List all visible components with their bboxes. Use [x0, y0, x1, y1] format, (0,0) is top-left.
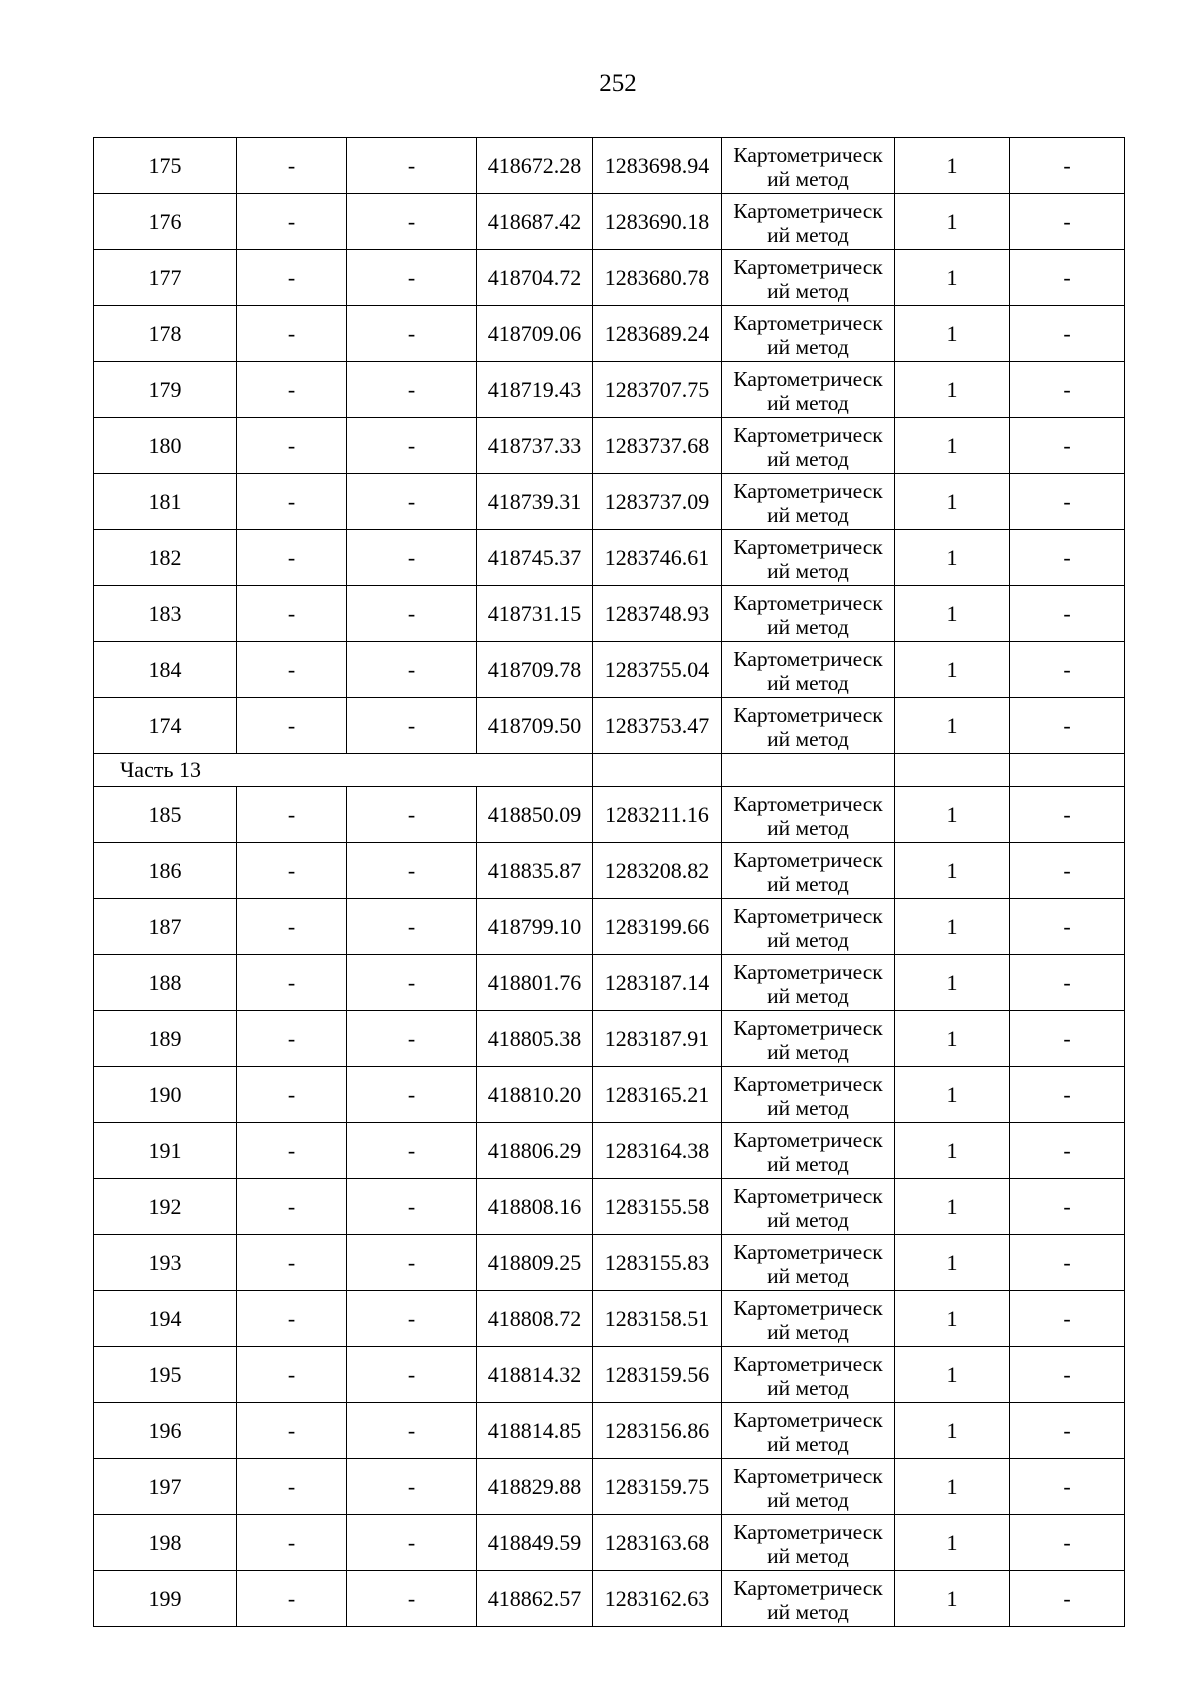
x-coordinate-cell: 418704.72 [477, 250, 593, 306]
point-number-cell: 197 [94, 1459, 237, 1515]
accuracy-cell: 1 [895, 250, 1010, 306]
coordinates-table [93, 137, 1125, 1627]
x-coordinate-cell: 418745.37 [477, 530, 593, 586]
point-number-cell: 181 [94, 474, 237, 530]
point-number-cell: 175 [94, 138, 237, 194]
x-coordinate-cell: 418835.87 [477, 843, 593, 899]
table-row [94, 1347, 1125, 1403]
method-line-2: ий метод [767, 502, 849, 527]
method-line-2: ий метод [767, 222, 849, 247]
accuracy-cell: 1 [895, 1235, 1010, 1291]
point-number-cell: 177 [94, 250, 237, 306]
method-cell [722, 1067, 895, 1123]
table-row [94, 250, 1125, 306]
old-y-cell: - [347, 698, 477, 754]
method-line-1: Картометрическ [733, 198, 883, 223]
accuracy-cell: 1 [895, 1123, 1010, 1179]
old-y-cell: - [347, 362, 477, 418]
old-y-cell: - [347, 1347, 477, 1403]
accuracy-cell: 1 [895, 194, 1010, 250]
method-cell [722, 899, 895, 955]
y-coordinate-cell: 1283698.94 [593, 138, 722, 194]
method-line-2: ий метод [767, 390, 849, 415]
x-coordinate-cell: 418672.28 [477, 138, 593, 194]
method-line-2: ий метод [767, 1543, 849, 1568]
old-x-cell: - [237, 1179, 347, 1235]
old-x-cell: - [237, 138, 347, 194]
method-line-2: ий метод [767, 871, 849, 896]
point-number-cell: 199 [94, 1571, 237, 1627]
point-number-cell: 174 [94, 698, 237, 754]
point-number-cell: 182 [94, 530, 237, 586]
point-number-cell: 176 [94, 194, 237, 250]
old-y-cell: - [347, 1459, 477, 1515]
old-y-cell: - [347, 1515, 477, 1571]
table-row [94, 194, 1125, 250]
method-line-1: Картометрическ [733, 1351, 883, 1376]
y-coordinate-cell: 1283746.61 [593, 530, 722, 586]
page-number: 252 [599, 70, 637, 97]
old-y-cell: - [347, 250, 477, 306]
accuracy-cell: 1 [895, 1515, 1010, 1571]
old-y-cell: - [347, 530, 477, 586]
old-x-cell: - [237, 194, 347, 250]
method-cell [722, 642, 895, 698]
table-row [94, 899, 1125, 955]
old-y-cell: - [347, 843, 477, 899]
method-cell [722, 1235, 895, 1291]
table-row [94, 362, 1125, 418]
note-cell: - [1010, 1235, 1125, 1291]
method-cell [722, 138, 895, 194]
point-number-cell: 188 [94, 955, 237, 1011]
accuracy-cell: 1 [895, 530, 1010, 586]
old-x-cell: - [237, 843, 347, 899]
point-number-cell: 195 [94, 1347, 237, 1403]
method-line-1: Картометрическ [733, 1071, 883, 1096]
table-row [94, 1123, 1125, 1179]
accuracy-cell: 1 [895, 899, 1010, 955]
y-coordinate-cell: 1283690.18 [593, 194, 722, 250]
method-cell [722, 1515, 895, 1571]
point-number-cell: 196 [94, 1403, 237, 1459]
method-line-1: Картометрическ [733, 702, 883, 727]
accuracy-cell: 1 [895, 418, 1010, 474]
note-cell: - [1010, 787, 1125, 843]
old-x-cell: - [237, 1459, 347, 1515]
table-row [94, 1403, 1125, 1459]
table-row [94, 1459, 1125, 1515]
y-coordinate-cell: 1283199.66 [593, 899, 722, 955]
method-line-1: Картометрическ [733, 646, 883, 671]
empty-cell [1010, 754, 1125, 787]
method-line-2: ий метод [767, 927, 849, 952]
table-row [94, 787, 1125, 843]
accuracy-cell: 1 [895, 1571, 1010, 1627]
x-coordinate-cell: 418849.59 [477, 1515, 593, 1571]
table-row [94, 474, 1125, 530]
y-coordinate-cell: 1283748.93 [593, 586, 722, 642]
accuracy-cell: 1 [895, 1291, 1010, 1347]
accuracy-cell: 1 [895, 1347, 1010, 1403]
note-cell: - [1010, 1403, 1125, 1459]
table-row [94, 138, 1125, 194]
old-y-cell: - [347, 1123, 477, 1179]
method-line-1: Картометрическ [733, 478, 883, 503]
method-cell [722, 1571, 895, 1627]
x-coordinate-cell: 418731.15 [477, 586, 593, 642]
method-cell [722, 1403, 895, 1459]
y-coordinate-cell: 1283689.24 [593, 306, 722, 362]
note-cell: - [1010, 586, 1125, 642]
old-x-cell: - [237, 1011, 347, 1067]
table-row [94, 1011, 1125, 1067]
method-line-2: ий метод [767, 1431, 849, 1456]
old-x-cell: - [237, 1347, 347, 1403]
note-cell: - [1010, 1459, 1125, 1515]
table-body [94, 138, 1125, 1627]
old-y-cell: - [347, 1291, 477, 1347]
method-cell [722, 787, 895, 843]
old-x-cell: - [237, 1403, 347, 1459]
y-coordinate-cell: 1283211.16 [593, 787, 722, 843]
method-line-1: Картометрическ [733, 534, 883, 559]
point-number-cell: 184 [94, 642, 237, 698]
old-x-cell: - [237, 418, 347, 474]
method-line-1: Картометрическ [733, 1127, 883, 1152]
x-coordinate-cell: 418719.43 [477, 362, 593, 418]
method-line-1: Картометрическ [733, 1015, 883, 1040]
note-cell: - [1010, 1515, 1125, 1571]
y-coordinate-cell: 1283707.75 [593, 362, 722, 418]
method-cell [722, 1179, 895, 1235]
note-cell: - [1010, 955, 1125, 1011]
method-line-2: ий метод [767, 670, 849, 695]
old-y-cell: - [347, 1179, 477, 1235]
method-line-1: Картометрическ [733, 254, 883, 279]
old-x-cell: - [237, 642, 347, 698]
method-line-2: ий метод [767, 1319, 849, 1344]
old-y-cell: - [347, 138, 477, 194]
method-line-1: Картометрическ [733, 1239, 883, 1264]
old-y-cell: - [347, 642, 477, 698]
y-coordinate-cell: 1283753.47 [593, 698, 722, 754]
old-y-cell: - [347, 1571, 477, 1627]
method-line-1: Картометрическ [733, 142, 883, 167]
method-cell [722, 1459, 895, 1515]
accuracy-cell: 1 [895, 955, 1010, 1011]
y-coordinate-cell: 1283680.78 [593, 250, 722, 306]
table-row [94, 1067, 1125, 1123]
method-line-2: ий метод [767, 815, 849, 840]
old-x-cell: - [237, 306, 347, 362]
point-number-cell: 183 [94, 586, 237, 642]
x-coordinate-cell: 418799.10 [477, 899, 593, 955]
method-cell [722, 586, 895, 642]
accuracy-cell: 1 [895, 362, 1010, 418]
y-coordinate-cell: 1283187.14 [593, 955, 722, 1011]
accuracy-cell: 1 [895, 843, 1010, 899]
method-line-1: Картометрическ [733, 1183, 883, 1208]
old-x-cell: - [237, 955, 347, 1011]
accuracy-cell: 1 [895, 1403, 1010, 1459]
table-row [94, 586, 1125, 642]
note-cell: - [1010, 1067, 1125, 1123]
table-row [94, 306, 1125, 362]
point-number-cell: 194 [94, 1291, 237, 1347]
table-row [94, 955, 1125, 1011]
note-cell: - [1010, 1571, 1125, 1627]
accuracy-cell: 1 [895, 306, 1010, 362]
method-line-2: ий метод [767, 1207, 849, 1232]
table-row [94, 698, 1125, 754]
accuracy-cell: 1 [895, 1067, 1010, 1123]
x-coordinate-cell: 418801.76 [477, 955, 593, 1011]
old-x-cell: - [237, 1571, 347, 1627]
note-cell: - [1010, 899, 1125, 955]
x-coordinate-cell: 418687.42 [477, 194, 593, 250]
empty-cell [722, 754, 895, 787]
method-cell [722, 1123, 895, 1179]
x-coordinate-cell: 418862.57 [477, 1571, 593, 1627]
old-x-cell: - [237, 530, 347, 586]
method-line-1: Картометрическ [733, 366, 883, 391]
note-cell: - [1010, 698, 1125, 754]
y-coordinate-cell: 1283755.04 [593, 642, 722, 698]
old-x-cell: - [237, 899, 347, 955]
y-coordinate-cell: 1283163.68 [593, 1515, 722, 1571]
y-coordinate-cell: 1283156.86 [593, 1403, 722, 1459]
method-cell [722, 1347, 895, 1403]
x-coordinate-cell: 418814.32 [477, 1347, 593, 1403]
method-cell [722, 362, 895, 418]
note-cell: - [1010, 138, 1125, 194]
x-coordinate-cell: 418709.50 [477, 698, 593, 754]
note-cell: - [1010, 1291, 1125, 1347]
x-coordinate-cell: 418814.85 [477, 1403, 593, 1459]
method-line-2: ий метод [767, 1263, 849, 1288]
note-cell: - [1010, 250, 1125, 306]
note-cell: - [1010, 418, 1125, 474]
method-line-1: Картометрическ [733, 422, 883, 447]
accuracy-cell: 1 [895, 474, 1010, 530]
note-cell: - [1010, 1011, 1125, 1067]
x-coordinate-cell: 418709.06 [477, 306, 593, 362]
old-y-cell: - [347, 1403, 477, 1459]
old-y-cell: - [347, 1011, 477, 1067]
x-coordinate-cell: 418829.88 [477, 1459, 593, 1515]
note-cell: - [1010, 530, 1125, 586]
note-cell: - [1010, 194, 1125, 250]
method-line-2: ий метод [767, 278, 849, 303]
part-label: Часть 13 [94, 754, 477, 787]
y-coordinate-cell: 1283187.91 [593, 1011, 722, 1067]
y-coordinate-cell: 1283164.38 [593, 1123, 722, 1179]
method-line-1: Картометрическ [733, 310, 883, 335]
part-header-row [94, 754, 1125, 787]
point-number-cell: 187 [94, 899, 237, 955]
old-y-cell: - [347, 194, 477, 250]
method-line-2: ий метод [767, 983, 849, 1008]
empty-cell [593, 754, 722, 787]
accuracy-cell: 1 [895, 1179, 1010, 1235]
y-coordinate-cell: 1283165.21 [593, 1067, 722, 1123]
y-coordinate-cell: 1283737.68 [593, 418, 722, 474]
old-x-cell: - [237, 1515, 347, 1571]
table-row [94, 1291, 1125, 1347]
point-number-cell: 189 [94, 1011, 237, 1067]
accuracy-cell: 1 [895, 1011, 1010, 1067]
method-line-2: ий метод [767, 1599, 849, 1624]
y-coordinate-cell: 1283737.09 [593, 474, 722, 530]
old-x-cell: - [237, 362, 347, 418]
method-line-1: Картометрическ [733, 1463, 883, 1488]
old-y-cell: - [347, 1235, 477, 1291]
accuracy-cell: 1 [895, 138, 1010, 194]
old-y-cell: - [347, 1067, 477, 1123]
x-coordinate-cell: 418850.09 [477, 787, 593, 843]
accuracy-cell: 1 [895, 1459, 1010, 1515]
method-line-2: ий метод [767, 1375, 849, 1400]
x-coordinate-cell: 418806.29 [477, 1123, 593, 1179]
y-coordinate-cell: 1283155.83 [593, 1235, 722, 1291]
old-x-cell: - [237, 1291, 347, 1347]
point-number-cell: 180 [94, 418, 237, 474]
old-x-cell: - [237, 1067, 347, 1123]
method-line-2: ий метод [767, 1095, 849, 1120]
method-line-1: Картометрическ [733, 847, 883, 872]
old-y-cell: - [347, 586, 477, 642]
method-cell [722, 250, 895, 306]
x-coordinate-cell: 418739.31 [477, 474, 593, 530]
method-line-1: Картометрическ [733, 791, 883, 816]
point-number-cell: 193 [94, 1235, 237, 1291]
old-y-cell: - [347, 418, 477, 474]
method-cell [722, 418, 895, 474]
old-x-cell: - [237, 474, 347, 530]
point-number-cell: 186 [94, 843, 237, 899]
method-cell [722, 955, 895, 1011]
method-line-1: Картометрическ [733, 1295, 883, 1320]
method-cell [722, 1011, 895, 1067]
method-line-2: ий метод [767, 614, 849, 639]
x-coordinate-cell: 418805.38 [477, 1011, 593, 1067]
note-cell: - [1010, 642, 1125, 698]
method-line-2: ий метод [767, 334, 849, 359]
y-coordinate-cell: 1283159.56 [593, 1347, 722, 1403]
y-coordinate-cell: 1283162.63 [593, 1571, 722, 1627]
method-line-1: Картометрическ [733, 590, 883, 615]
note-cell: - [1010, 306, 1125, 362]
method-line-2: ий метод [767, 1487, 849, 1512]
method-line-2: ий метод [767, 726, 849, 751]
table-row [94, 1179, 1125, 1235]
table-row [94, 530, 1125, 586]
accuracy-cell: 1 [895, 698, 1010, 754]
y-coordinate-cell: 1283208.82 [593, 843, 722, 899]
old-x-cell: - [237, 250, 347, 306]
accuracy-cell: 1 [895, 586, 1010, 642]
method-cell [722, 194, 895, 250]
old-y-cell: - [347, 306, 477, 362]
method-line-2: ий метод [767, 166, 849, 191]
point-number-cell: 191 [94, 1123, 237, 1179]
point-number-cell: 185 [94, 787, 237, 843]
method-cell [722, 843, 895, 899]
x-coordinate-cell: 418808.16 [477, 1179, 593, 1235]
old-x-cell: - [237, 586, 347, 642]
point-number-cell: 179 [94, 362, 237, 418]
method-line-1: Картометрическ [733, 1519, 883, 1544]
method-line-2: ий метод [767, 1039, 849, 1064]
method-cell [722, 530, 895, 586]
note-cell: - [1010, 843, 1125, 899]
old-x-cell: - [237, 1123, 347, 1179]
old-y-cell: - [347, 955, 477, 1011]
table-row [94, 1515, 1125, 1571]
method-line-1: Картометрическ [733, 1407, 883, 1432]
note-cell: - [1010, 474, 1125, 530]
method-cell [722, 1291, 895, 1347]
point-number-cell: 190 [94, 1067, 237, 1123]
note-cell: - [1010, 1123, 1125, 1179]
x-coordinate-cell: 418810.20 [477, 1067, 593, 1123]
old-y-cell: - [347, 899, 477, 955]
x-coordinate-cell: 418809.25 [477, 1235, 593, 1291]
note-cell: - [1010, 1347, 1125, 1403]
old-x-cell: - [237, 1235, 347, 1291]
point-number-cell: 192 [94, 1179, 237, 1235]
empty-cell [895, 754, 1010, 787]
y-coordinate-cell: 1283159.75 [593, 1459, 722, 1515]
y-coordinate-cell: 1283158.51 [593, 1291, 722, 1347]
method-cell [722, 698, 895, 754]
table-row [94, 642, 1125, 698]
method-line-1: Картометрическ [733, 959, 883, 984]
y-coordinate-cell: 1283155.58 [593, 1179, 722, 1235]
method-line-1: Картометрическ [733, 1575, 883, 1600]
accuracy-cell: 1 [895, 642, 1010, 698]
x-coordinate-cell: 418737.33 [477, 418, 593, 474]
x-coordinate-cell: 418709.78 [477, 642, 593, 698]
old-y-cell: - [347, 474, 477, 530]
method-line-1: Картометрическ [733, 903, 883, 928]
table-row [94, 1235, 1125, 1291]
point-number-cell: 178 [94, 306, 237, 362]
method-cell [722, 474, 895, 530]
table-row [94, 418, 1125, 474]
note-cell: - [1010, 1179, 1125, 1235]
method-cell [722, 306, 895, 362]
table-row [94, 1571, 1125, 1627]
method-line-2: ий метод [767, 446, 849, 471]
empty-cell [477, 754, 593, 787]
note-cell: - [1010, 362, 1125, 418]
x-coordinate-cell: 418808.72 [477, 1291, 593, 1347]
old-x-cell: - [237, 787, 347, 843]
point-number-cell: 198 [94, 1515, 237, 1571]
method-line-2: ий метод [767, 1151, 849, 1176]
old-x-cell: - [237, 698, 347, 754]
table-row [94, 843, 1125, 899]
old-y-cell: - [347, 787, 477, 843]
accuracy-cell: 1 [895, 787, 1010, 843]
method-line-2: ий метод [767, 558, 849, 583]
